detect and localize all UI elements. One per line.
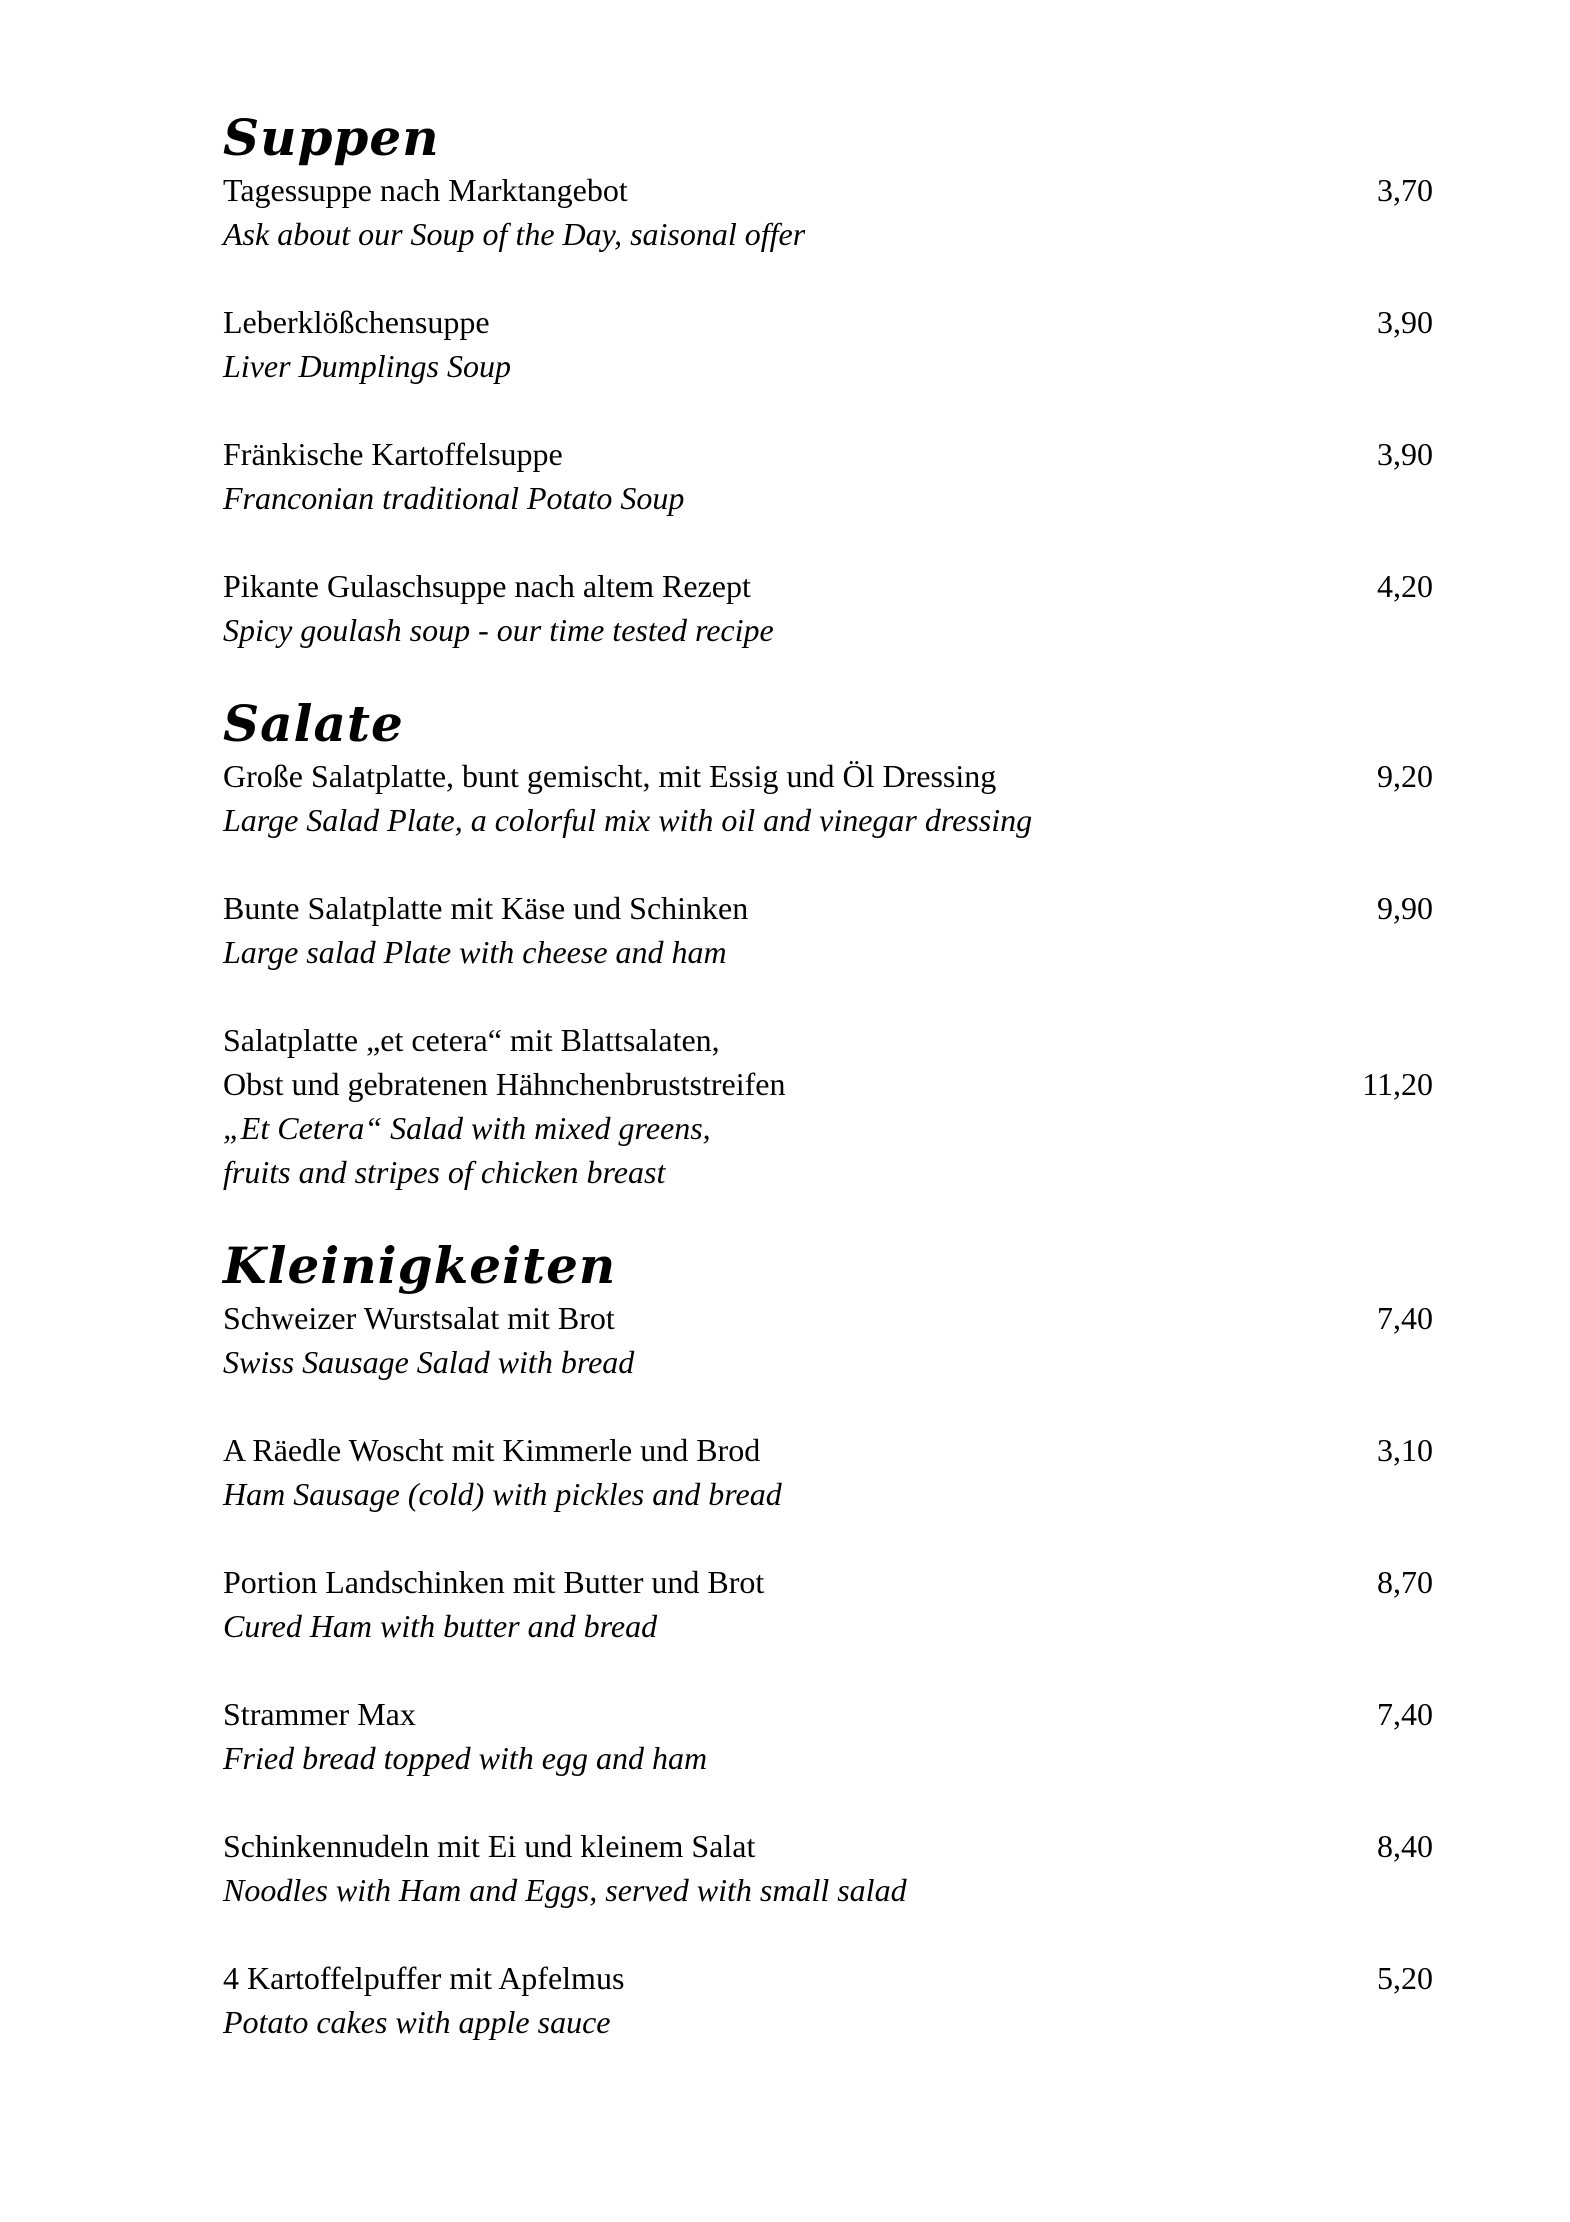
- item-price: 9,20: [1377, 758, 1433, 794]
- item-name-en: Large salad Plate with cheese and ham: [223, 934, 727, 970]
- item-name-de: Strammer Max: [223, 1696, 416, 1732]
- item-name-en: Potato cakes with apple sauce: [223, 2004, 611, 2040]
- item-name-en: Spicy goulash soup - our time tested recipe: [223, 612, 774, 648]
- menu-item: [223, 564, 1433, 652]
- section-title: Salate: [223, 694, 404, 753]
- item-price: 9,90: [1377, 890, 1433, 926]
- item-name-en: Franconian traditional Potato Soup: [223, 480, 685, 516]
- item-name-en: Large Salad Plate, a colorful mix with oil and vinegar dressing: [223, 802, 1033, 838]
- section-title: Suppen: [223, 108, 440, 167]
- menu-item: [223, 432, 1433, 520]
- item-price: 11,20: [1362, 1066, 1433, 1102]
- menu-item: [223, 1018, 1433, 1194]
- item-name-de: Leberklößchensuppe: [223, 304, 490, 340]
- item-name-de: Salatplatte „et cetera“ mit Blattsalaten,: [223, 1022, 720, 1058]
- item-price: 7,40: [1377, 1300, 1433, 1336]
- item-price: 3,10: [1377, 1432, 1433, 1468]
- item-name-en: Cured Ham with butter and bread: [223, 1608, 658, 1644]
- item-name-en: Liver Dumplings Soup: [223, 348, 511, 384]
- item-name-de: Tagessuppe nach Marktangebot: [223, 172, 628, 208]
- item-name-de: Portion Landschinken mit Butter und Brot: [223, 1564, 765, 1600]
- item-name-en: Ask about our Soup of the Day, saisonal offer: [223, 216, 806, 252]
- menu-item: [223, 1296, 1433, 1384]
- item-price: 4,20: [1377, 568, 1433, 604]
- item-name-de: Bunte Salatplatte mit Käse und Schinken: [223, 890, 749, 926]
- item-name-de: Fränkische Kartoffelsuppe: [223, 436, 563, 472]
- menu-item: [223, 1824, 1433, 1912]
- item-name-en: Ham Sausage (cold) with pickles and bread: [223, 1476, 782, 1512]
- item-price: 5,20: [1377, 1960, 1433, 1996]
- section-spacer: [223, 652, 1433, 694]
- item-name-de: Schweizer Wurstsalat mit Brot: [223, 1300, 615, 1336]
- item-name-en: „Et Cetera“ Salad with mixed greens,: [223, 1110, 711, 1146]
- menu-page: [223, 108, 1433, 2044]
- menu-item: [223, 886, 1433, 974]
- item-price: 7,40: [1377, 1696, 1433, 1732]
- section-suppen: [223, 108, 1433, 652]
- menu-item: [223, 1956, 1433, 2044]
- item-name-en: Noodles with Ham and Eggs, served with small salad: [223, 1872, 907, 1908]
- menu-item: [223, 300, 1433, 388]
- menu-item: [223, 1692, 1433, 1780]
- item-price: 3,90: [1377, 436, 1433, 472]
- item-price: 3,90: [1377, 304, 1433, 340]
- section-kleinigkeiten: [223, 1236, 1433, 2044]
- item-name-de: A Räedle Woscht mit Kimmerle und Brod: [223, 1432, 761, 1468]
- section-spacer: [223, 1194, 1433, 1236]
- item-price: 3,70: [1377, 172, 1433, 208]
- item-name-en: Swiss Sausage Salad with bread: [223, 1344, 635, 1380]
- item-name-de: Große Salatplatte, bunt gemischt, mit Essig und Öl Dressing: [223, 758, 997, 794]
- menu-item: [223, 1560, 1433, 1648]
- item-name-de: Obst und gebratenen Hähnchenbruststreifen: [223, 1066, 786, 1102]
- menu-item: [223, 1428, 1433, 1516]
- section-title: Kleinigkeiten: [223, 1236, 617, 1295]
- menu-item: [223, 168, 1433, 256]
- section-salate: [223, 694, 1433, 1194]
- item-name-en: Fried bread topped with egg and ham: [223, 1740, 708, 1776]
- item-name-en: fruits and stripes of chicken breast: [223, 1154, 666, 1190]
- item-price: 8,70: [1377, 1564, 1433, 1600]
- item-price: 8,40: [1377, 1828, 1433, 1864]
- menu-item: [223, 754, 1433, 842]
- item-name-de: 4 Kartoffelpuffer mit Apfelmus: [223, 1960, 625, 1996]
- item-name-de: Pikante Gulaschsuppe nach altem Rezept: [223, 568, 751, 604]
- item-name-de: Schinkennudeln mit Ei und kleinem Salat: [223, 1828, 756, 1864]
